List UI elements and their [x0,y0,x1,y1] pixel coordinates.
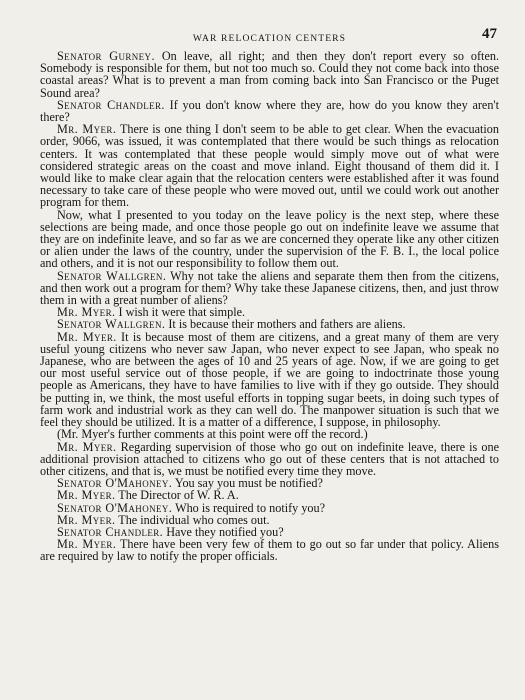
paragraph-text: Regarding supervision of those who go out on indefinite leave, there is one additional provision attached to citizens who go out of these centers that is not attached to other citizens, and that is, we must be notified every time they move. [40,439,499,478]
paragraph-16 [40,538,499,562]
speaker-label: Senator Wallgren. [57,268,167,283]
speaker-label: Mr. Myer. [57,122,117,137]
speaker-label: Senator O'Mahoney. [57,476,173,491]
speaker-label: Mr. Myer. [57,512,116,527]
paragraph-text: There have been very few of them to go out so far under that policy. Aliens are required by law to notify the proper officials. [40,537,499,564]
speaker-label: Senator Chandler. [57,97,165,112]
paragraph-text: If you don't know where they are, how do you know they aren't there? [40,97,499,125]
paragraph-text: Why not take the aliens and separate them then from the citizens, and then work out a program for them? Why take these Japanese citizens, then, and just throw them in with a great number of aliens? [40,268,499,308]
paragraph-text: On leave, all right; and then they don't report every so often. Somebody is responsible for them, but not too much so. Could they not come back into those coastal areas? What is to prevent a man from coming back into San Francisco or the Puget Sound area? [40,49,499,100]
paragraph-text: There is one thing I don't seem to be able to get clear. When the evacuation order, 9066, was issued, it was contemplated that there would be such things as relocation centers. It was contemplated that these people would simply move out of what were considered strategic areas on the coast and move inland. Eight thousand of them did it. I would like to make clear again that the relocation centers were established after it was found necessary to take care of these people who were moved out, until we could work out another program for them. [40,122,499,210]
paragraph-text: Who is required to notify you? [175,500,326,515]
paragraph-3 [40,123,499,208]
speaker-label: Mr. Myer. [57,439,117,454]
speaker-label: Mr. Myer. [57,329,117,344]
paragraph-1 [40,50,499,99]
speaker-label: Mr. Myer. [57,305,116,320]
speaker-label: Mr. Myer. [57,488,116,503]
body-text [40,50,499,563]
running-title: WAR RELOCATION CENTERS [192,33,347,44]
paragraph-2 [40,99,499,123]
paragraph-text: It is because their mothers and fathers are aliens. [168,317,406,332]
paragraph-text: You say you must be notified? [174,476,323,491]
paragraph-text: It is because most of them are citizens, and a great many of them are very useful young citizens who never saw Japan, who never expect to see Japan, who speak no Japanese, who are between the ages of 10 and 25 years of age. Now, if we are going to get our most useful service out of those people, if we are going to indoctrinate those young people as Americans, they have to have families to live with if they go outside. They should be putting in, we think, the most useful efforts in topping sugar beets, in doing such types of farm work and industrial work as they can well do. The manpower situation is such that we feel they should be utilized. It is a matter of a difference, I suppose, in philosophy. [40,329,500,430]
paragraph-10 [40,441,499,478]
paragraph-text: Now, what I presented to you today on the leave policy is the next step, where these selections are being made, and once those people go out on indefinite leave we assume that they are on indefinite leave, and so far as we are concerned they operate like any other citizen or alien under the laws of the country, under the supervision of the F. B. I., the local police and others, and it is not our responsibility to follow them out. [40,207,499,271]
paragraph-text: I wish it were that simple. [118,305,246,320]
paragraph-text: The individual who comes out. [118,512,270,527]
paragraph-text: The Director of W. R. A. [118,488,239,503]
speaker-label: Senator O'Mahoney. [57,500,173,515]
page-number: 47 [482,26,497,42]
paragraph-text: Have they notified you? [166,524,284,539]
paragraph-4 [40,209,499,270]
speaker-label: Senator Gurney. [57,49,155,63]
paragraph-text: (Mr. Myer's further comments at this point were off the record.) [57,427,368,442]
running-header [40,26,499,46]
paragraph-8 [40,331,499,429]
speaker-label: Senator Chandler. [57,524,164,539]
speaker-label: Mr. Myer. [57,537,117,552]
paragraph-5 [40,270,499,307]
speaker-label: Senator Wallgren. [57,317,166,332]
